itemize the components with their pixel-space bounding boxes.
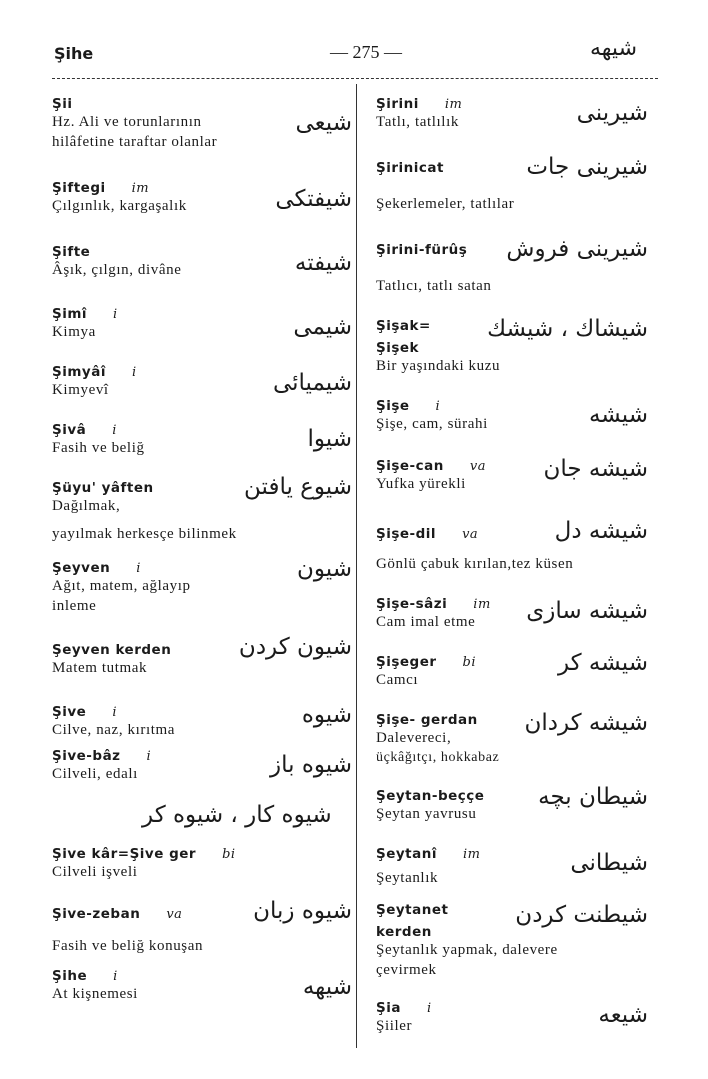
arabic-script-word: شيوه كار ، شيوه كر: [142, 802, 332, 828]
headword: Şişe-can: [376, 458, 444, 474]
headword: Şişak=: [376, 318, 431, 334]
page-number: — 275 —: [330, 42, 402, 62]
arabic-script-word: شيطان بچه: [538, 784, 648, 810]
definition-line: Dalevereci,: [376, 730, 452, 746]
definition-line: Ağıt, matem, ağlayıp: [52, 578, 191, 594]
dictionary-entry: [376, 236, 648, 296]
running-head-right: شيهه: [590, 36, 638, 61]
headword: Şişe-sâzi: [376, 596, 448, 612]
dictionary-entry: [376, 96, 648, 132]
arabic-script-word: شيشه كردان: [524, 710, 648, 736]
arabic-script-word: شيشه كر: [557, 650, 648, 676]
part-of-speech: bi: [462, 655, 477, 670]
headword: kerden: [376, 924, 432, 940]
headword: Şiftegi: [52, 180, 106, 196]
dictionary-entry: [52, 96, 352, 152]
headword: Şeyven kerden: [52, 642, 172, 658]
headword: Şihe: [52, 968, 88, 984]
definition-line: Cam imal etme: [376, 614, 476, 630]
part-of-speech: im: [131, 181, 150, 196]
dictionary-entry: [52, 556, 352, 616]
definition-line: Dağılmak,: [52, 498, 121, 514]
definition-line: Kimya: [52, 324, 96, 340]
arabic-script-word: شيشه سازى: [526, 598, 648, 624]
definition-line: Âşık, çılgın, divâne: [52, 262, 182, 278]
dictionary-entry: [376, 1000, 648, 1036]
arabic-script-word: شيعه: [598, 1002, 648, 1028]
arabic-script-word: شيطانى: [570, 850, 648, 876]
dictionary-entry: [52, 968, 352, 1004]
definition-line: inleme: [52, 598, 97, 614]
part-of-speech: va: [469, 459, 486, 474]
dictionary-entry: [376, 518, 648, 574]
headword: Şirinicat: [376, 160, 444, 176]
arabic-script-word: شيشه: [588, 402, 648, 428]
part-of-speech: i: [146, 749, 152, 764]
part-of-speech: im: [444, 97, 463, 112]
dictionary-entry: [52, 474, 352, 544]
dictionary-entry: [52, 180, 352, 216]
headword: Şive-bâz: [52, 748, 121, 764]
dictionary-entry: [376, 154, 648, 214]
definition-line: Şeytan yavrusu: [376, 806, 477, 822]
dictionary-entry: [376, 596, 648, 632]
definition-line: Cilveli işveli: [52, 864, 138, 880]
header-rule: [52, 78, 658, 79]
headword: Şive: [52, 704, 87, 720]
running-head-left: Şihe: [54, 44, 94, 63]
headword: Şeytanet: [376, 902, 449, 918]
definition-line: Yufka yürekli: [376, 476, 466, 492]
dictionary-entry: [376, 458, 648, 494]
definition-line: çevirmek: [376, 962, 437, 978]
definition-line: Camcı: [376, 672, 419, 688]
definition-line: hilâfetine taraftar olanlar: [52, 134, 218, 150]
arabic-script-word: شيهه: [302, 974, 352, 1000]
headword: Şia: [376, 1000, 401, 1016]
dictionary-entry: [376, 902, 648, 928]
definition-line: Hz. Ali ve torunlarının: [52, 114, 202, 130]
arabic-script-word: شيعى: [295, 110, 352, 136]
part-of-speech: bi: [222, 847, 236, 862]
arabic-script-word: شيشاك ، شيشك: [487, 316, 648, 342]
part-of-speech: i: [112, 705, 117, 720]
part-of-speech: i: [131, 365, 137, 380]
dictionary-entry: [376, 924, 648, 980]
headword: Şivâ: [52, 422, 87, 438]
definition-line: Şekerlemeler, tatlılar: [376, 196, 515, 212]
dictionary-entry: [52, 244, 352, 280]
definition-line: Matem tutmak: [52, 660, 148, 676]
definition-line: Şiiler: [376, 1018, 413, 1034]
dictionary-entry: [376, 712, 648, 768]
dictionary-entry: [376, 340, 648, 376]
part-of-speech: im: [462, 847, 481, 862]
dictionary-entry: [52, 748, 352, 784]
headword: Şimî: [52, 306, 88, 322]
column-divider: [356, 84, 357, 1048]
headword: Şive-zeban: [52, 906, 141, 922]
headword: Şirini-fürûş: [376, 242, 468, 258]
headword: Şive kâr=Şive ger: [52, 846, 197, 862]
part-of-speech: im: [473, 597, 491, 612]
definition-line: Bir yaşındaki kuzu: [376, 358, 501, 374]
headword: Şüyu' yâften: [52, 480, 154, 496]
definition-line: At kişnemesi: [52, 986, 138, 1002]
definition-line: Gönlü çabuk kırılan,tez küsen: [376, 556, 574, 572]
arabic-script-word: شيوه زبان: [253, 898, 352, 924]
dictionary-entry: [52, 422, 352, 458]
arabic-script-word: شيفته: [294, 250, 352, 276]
page-header: [0, 0, 708, 90]
definition-line: yayılmak herkesçe bilinmek: [52, 526, 237, 542]
headword: Şişeger: [376, 654, 437, 670]
part-of-speech: i: [113, 307, 118, 322]
part-of-speech: va: [462, 527, 479, 542]
dictionary-entry: [376, 784, 648, 824]
definition-line: üçkâğıtçı, hokkabaz: [376, 750, 500, 765]
arabic-script-word: شيمى: [293, 314, 352, 340]
headword: Şişe-dil: [376, 526, 437, 542]
definition-line: Cilve, naz, kırıtma: [52, 722, 176, 738]
definition-line: Tatlıcı, tatlı satan: [376, 278, 492, 294]
arabic-script-word: شيوه: [301, 702, 352, 728]
arabic-script-word: شيوع يافتن: [244, 474, 352, 500]
dictionary-entry: [52, 704, 352, 740]
headword: Şeytan-beççe: [376, 788, 485, 804]
definition-line: Kimyevî: [52, 382, 109, 398]
headword: Şifte: [52, 244, 91, 260]
dictionary-entry: [52, 846, 352, 882]
arabic-script-word: شيوه باز: [270, 752, 352, 778]
definition-line: Çılgınlık, kargaşalık: [52, 198, 187, 214]
dictionary-entry: [52, 898, 352, 956]
arabic-script-word: شيطنت كردن: [515, 902, 648, 928]
dictionary-entry: [52, 364, 352, 400]
dictionary-entry: [376, 650, 648, 690]
arabic-script-word: شيشه دل: [554, 518, 648, 544]
dictionary-entry: [376, 846, 648, 888]
definition-line: Şişe, cam, sürahi: [376, 416, 488, 432]
part-of-speech: i: [426, 1001, 432, 1016]
headword: Şişe: [376, 398, 410, 414]
part-of-speech: i: [435, 399, 441, 414]
part-of-speech: i: [112, 423, 117, 438]
headword: Şirini: [376, 96, 419, 112]
definition-line: Fasih ve beliğ konuşan: [52, 938, 204, 954]
headword: Şişek: [376, 340, 420, 356]
arabic-script-word: شيرينى فروش: [506, 236, 648, 262]
arabic-script-word: شيفتكى: [275, 186, 352, 212]
arabic-script-word: شيوا: [307, 426, 352, 452]
headword: Şii: [52, 96, 73, 112]
headword: Şimyâî: [52, 364, 106, 380]
definition-line: Şeytanlık: [376, 870, 439, 886]
arabic-script-word: شيون: [297, 556, 352, 582]
dictionary-entry: [376, 398, 648, 434]
arabic-script-word: شيشه جان: [543, 456, 648, 482]
dictionary-entry: [376, 316, 648, 342]
dictionary-entry: [52, 306, 352, 342]
definition-line: Fasih ve beliğ: [52, 440, 145, 456]
headword: Şeyven: [52, 560, 111, 576]
part-of-speech: i: [136, 561, 141, 576]
dictionary-entry: [52, 634, 352, 678]
headword: Şeytanî: [376, 846, 437, 862]
arabic-script-word: شيون كردن: [238, 634, 352, 660]
definition-line: Tatlı, tatlılık: [376, 114, 459, 130]
arabic-script-word: شيميائى: [272, 370, 352, 396]
arabic-script-word: شيرينى جات: [526, 154, 648, 180]
definition-line: Şeytanlık yapmak, dalevere: [376, 942, 558, 958]
definition-line: Cilveli, edalı: [52, 766, 138, 782]
headword: Şişe- gerdan: [376, 712, 478, 728]
part-of-speech: i: [113, 969, 118, 984]
arabic-script-word: شيرينى: [576, 100, 648, 126]
part-of-speech: va: [166, 907, 183, 922]
